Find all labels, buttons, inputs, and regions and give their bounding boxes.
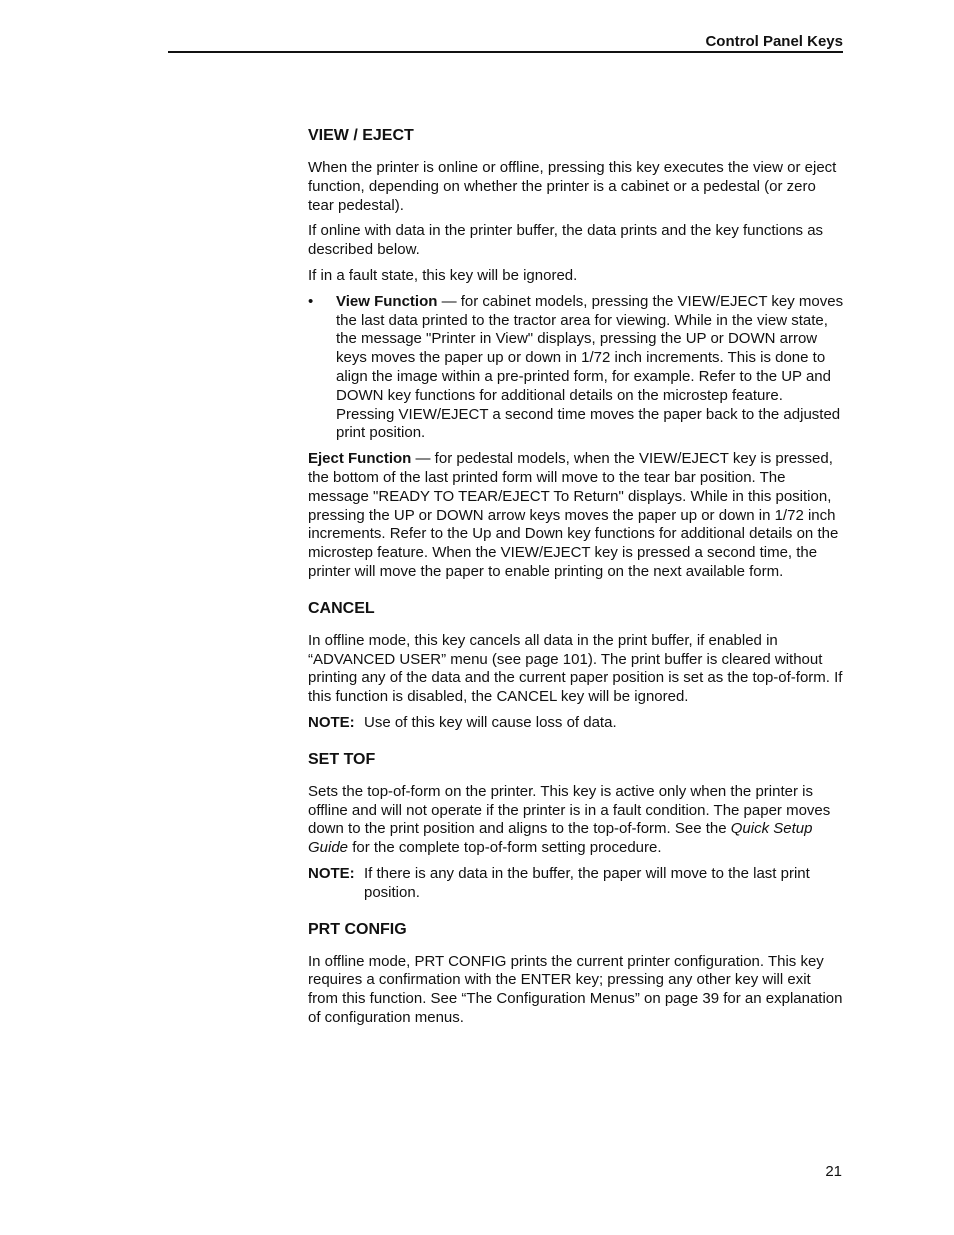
paragraph-eject-function	[308, 450, 844, 582]
note-text: If there is any data in the buffer, the paper will move to the last print position.	[364, 864, 810, 901]
bullet-item-view-function	[308, 293, 844, 443]
section-heading-prt-config: PRT CONFIG	[308, 920, 407, 938]
paragraph: When the printer is online or offline, pressing this key executes the view or eject function, depending on whether the printer is a cabinet or a pedestal (or zero tear pedestal).	[308, 159, 837, 214]
page-content	[308, 126, 844, 1045]
term-view-function: View Function	[336, 292, 438, 310]
section-prt-config	[308, 920, 844, 1028]
paragraph-set-tof	[308, 783, 844, 858]
section-heading-view-eject: VIEW / EJECT	[308, 127, 414, 144]
paragraph: If in a fault state, this key will be ignored.	[308, 266, 578, 284]
note-cancel	[308, 714, 844, 733]
section-set-tof	[308, 750, 844, 903]
note-text: Use of this key will cause loss of data.	[364, 713, 617, 731]
note-label: NOTE:	[308, 713, 355, 731]
note-set-tof	[308, 865, 844, 903]
paragraph: In offline mode, PRT CONFIG prints the current printer configuration. This key requires a confirmation with the ENTER key; pressing any other key will exit from this function. See “The Configuration Menus” on page 39 for an explanation of configuration menus.	[308, 952, 843, 1026]
bullet-icon: •	[308, 292, 314, 310]
definition-view-function: — for cabinet models, pressing the VIEW/EJECT key moves the last data printed to the tractor area for viewing. While in the view state, the message "Printer in View" displays, pressing the UP or DOWN arrow keys moves the paper up or down in 1/72 inch increments. This is done to align the image within a pre-printed form, for example. Refer to the UP and DOWN key functions for additional details on the microstep feature. Pressing VIEW/EJECT a second time moves the paper back to the adjusted print position.	[336, 292, 844, 442]
text-run: Sets the top-of-form on the printer. This key is active only when the printer is offline and will not operate if the printer is in a fault condition. The paper moves down to the print position and aligns to the top-of-form. See the	[308, 782, 831, 838]
section-heading-set-tof: SET TOF	[308, 750, 376, 768]
paragraph: In offline mode, this key cancels all data in the print buffer, if enabled in “ADVANCED USER” menu (see page 101). The print buffer is cleared without printing any of the data and the current paper position is set as the top-of-form. If this function is disabled, the CANCEL key will be ignored.	[308, 631, 843, 706]
paragraph: If online with data in the printer buffer, the data prints and the key functions as described below.	[308, 222, 824, 259]
section-heading-cancel: CANCEL	[308, 599, 375, 617]
definition-eject-function: — for pedestal models, when the VIEW/EJECT key is pressed, the bottom of the last printed form will move to the tear bar position. The message "READY TO TEAR/EJECT To Return" displays. While in this position, pressing the UP or DOWN arrow keys moves the paper up or down in 1/72 inch increments. Refer to the Up and Down key functions for additional details on the microstep feature. When the VIEW/EJECT key is pressed a second time, the printer will move the paper to enable printing on the next available form.	[308, 450, 839, 580]
page-number: 21	[825, 1163, 842, 1180]
reference-title: Quick Setup Guide	[308, 820, 813, 857]
text-run: for the complete top-of-form setting procedure.	[348, 839, 662, 857]
header-rule	[168, 51, 843, 53]
term-eject-function: Eject Function	[308, 450, 412, 468]
section-cancel	[308, 599, 844, 733]
running-header-title: Control Panel Keys	[705, 33, 843, 50]
note-label: NOTE:	[308, 864, 355, 882]
section-view-eject	[308, 126, 844, 582]
